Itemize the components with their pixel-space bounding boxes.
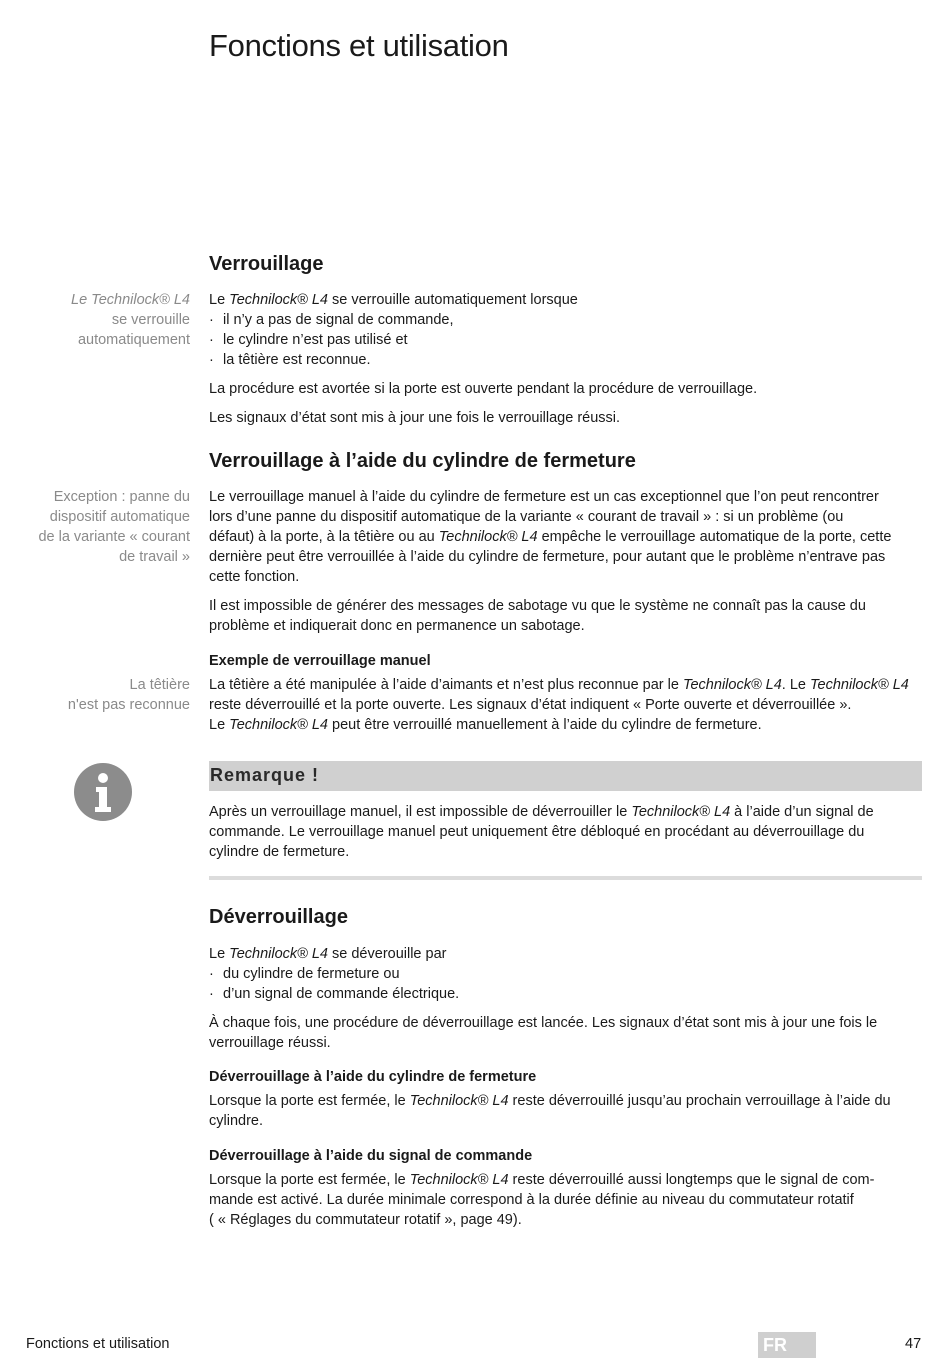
footer-section-title: Fonctions et utilisation	[26, 1336, 170, 1352]
verrouillage-conditions-list	[209, 310, 922, 370]
paragraph-line: lors d’une panne du dispositif automatique de la variante « courant de travail » : si un problème (ou	[209, 509, 844, 525]
verrouillage-paragraph: Les signaux d’état sont mis à jour une fois le verrouillage réussi.	[209, 410, 621, 426]
paragraph-line: cylindre de fermeture.	[209, 844, 350, 860]
margin-note-line: de la variante « courant	[38, 529, 190, 545]
example-heading: Exemple de verrouillage manuel	[209, 653, 431, 669]
verrouillage-body	[209, 290, 922, 428]
example-body	[209, 675, 922, 735]
paragraph-line: cylindre.	[209, 1113, 263, 1129]
remarque-divider	[209, 876, 922, 880]
verrouillage-intro: Le Technilock® L4 se verrouille automatiquement lorsque	[209, 292, 578, 308]
paragraph-line: mande est activé. La durée minimale correspond à la durée définie au niveau du commutateur rotatif	[209, 1192, 854, 1208]
margin-note-line: Le Technilock® L4	[71, 292, 190, 308]
section-heading-deverrouillage: Déverrouillage	[209, 906, 348, 928]
deverrouillage-body	[209, 944, 922, 1053]
paragraph-line: commande. Le verrouillage manuel peut uniquement être débloqué en procédant au déverrouillage du	[209, 824, 865, 840]
list-item: · d’un signal de commande électrique.	[209, 984, 922, 1004]
list-item: · il n’y a pas de signal de commande,	[209, 310, 922, 330]
paragraph-line: Le Technilock® L4 peut être verrouillé manuellement à l’aide du cylindre de fermeture.	[209, 717, 762, 733]
paragraph-line: dernière peut être verrouillée à l’aide du cylindre de fermeture, pour autant que le problème n’entrave pas	[209, 549, 886, 565]
section-heading-verrouillage-cylindre: Verrouillage à l’aide du cylindre de fermeture	[209, 450, 636, 472]
paragraph-line: défaut) à la porte, à la têtière ou au Technilock® L4 empêche le verrouillage automatique de la porte, cette	[209, 529, 892, 545]
paragraph-line: Lorsque la porte est fermée, le Technilock® L4 reste déverrouillé jusqu’au prochain verrouillage à l’aide du	[209, 1093, 891, 1109]
margin-note-auto-lock	[20, 290, 190, 350]
paragraph-line: ( « Réglages du commutateur rotatif », page 49).	[209, 1212, 522, 1228]
remarque-body	[209, 802, 922, 862]
margin-note-line: Exception : panne du	[53, 489, 190, 505]
subheading-signal: Déverrouillage à l’aide du signal de commande	[209, 1148, 533, 1164]
page-number: 47	[905, 1336, 922, 1352]
paragraph-line: Il est impossible de générer des messages de sabotage vu que le système ne connaît pas la cause du	[209, 598, 866, 614]
list-item: · le cylindre n’est pas utilisé et	[209, 330, 922, 350]
info-icon	[74, 763, 132, 821]
page-title: Fonctions et utilisation	[209, 28, 509, 63]
paragraph-line: reste déverrouillé et la porte ouverte. Les signaux d’état indiquent « Porte ouverte et déverrouillée ».	[209, 697, 852, 713]
section-heading-verrouillage: Verrouillage	[209, 253, 324, 275]
deverrouillage-intro: Le Technilock® L4 se déverouille par	[209, 946, 447, 962]
margin-note-line: n'est pas reconnue	[67, 697, 190, 713]
list-item: · du cylindre de fermeture ou	[209, 964, 922, 984]
sub2-body	[209, 1170, 922, 1230]
paragraph-line: Le verrouillage manuel à l’aide du cylindre de fermeture est un cas exceptionnel que l’on peut rencontrer	[209, 489, 879, 505]
paragraph-line: verrouillage réussi.	[209, 1035, 331, 1051]
paragraph-line: Après un verrouillage manuel, il est impossible de déverrouiller le Technilock® L4 à l’aide d’un signal de	[209, 804, 874, 820]
deverrouillage-methods-list	[209, 964, 922, 1004]
margin-note-line: dispositif automatique	[49, 509, 190, 525]
remarque-title: Remarque !	[210, 765, 320, 785]
list-item: · la têtière est reconnue.	[209, 350, 922, 370]
sub1-body	[209, 1091, 922, 1131]
paragraph-line: À chaque fois, une procédure de déverrouillage est lancée. Les signaux d’état sont mis à jour une fois le	[209, 1015, 878, 1031]
verrouillage-cylindre-body	[209, 487, 922, 636]
margin-note-line: de travail »	[119, 549, 190, 565]
paragraph-line: problème et indiquerait donc en permanence un sabotage.	[209, 618, 585, 634]
margin-note-tetiere	[20, 675, 190, 715]
margin-note-exception	[20, 487, 190, 567]
subheading-cylindre: Déverrouillage à l’aide du cylindre de fermeture	[209, 1069, 537, 1085]
verrouillage-paragraph: La procédure est avortée si la porte est ouverte pendant la procédure de verrouillage.	[209, 381, 758, 397]
margin-note-line: automatiquement	[77, 332, 190, 348]
paragraph-line: La têtière a été manipulée à l’aide d’aimants et n’est plus reconnue par le Technilock® L4. Le Technilock® L4	[209, 677, 909, 693]
paragraph-line: Lorsque la porte est fermée, le Technilock® L4 reste déverrouillé aussi longtemps que le signal de com-	[209, 1172, 875, 1188]
language-badge: FR	[758, 1332, 816, 1358]
paragraph-line: cette fonction.	[209, 569, 300, 585]
margin-note-line: se verrouille	[111, 312, 190, 328]
margin-note-line: La têtière	[129, 677, 190, 693]
